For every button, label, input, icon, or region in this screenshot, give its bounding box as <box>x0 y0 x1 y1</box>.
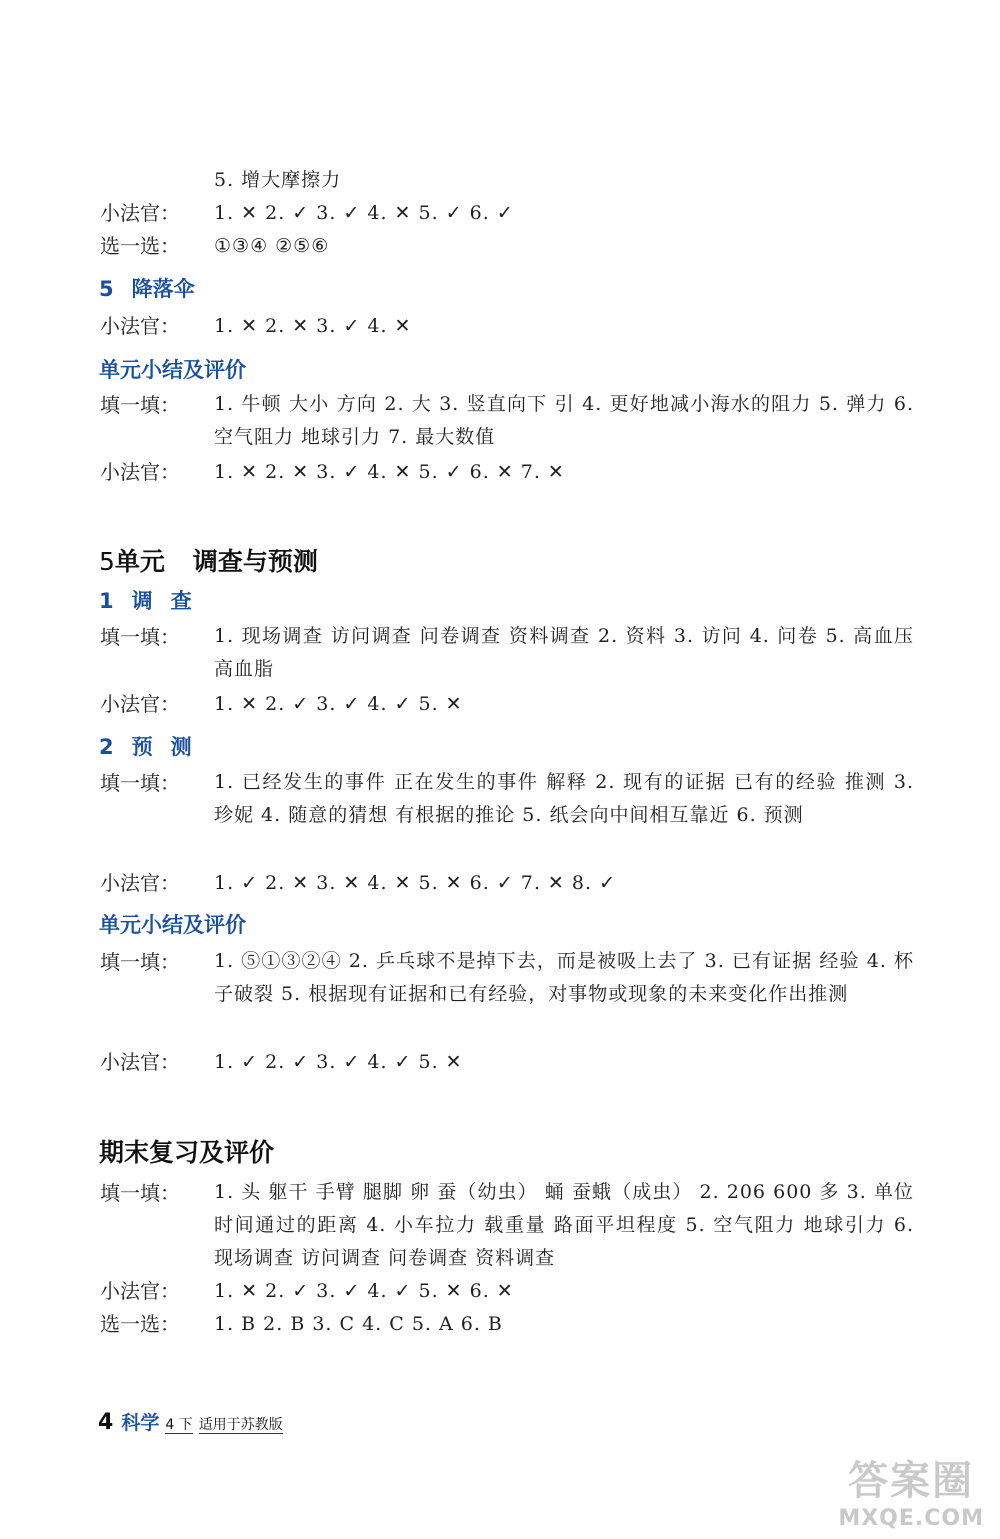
answer-item-friction: 5. 增大摩擦力 <box>214 169 342 191</box>
judge-label: 小法官： <box>100 871 180 895</box>
fill-label: 填一填： <box>100 950 180 974</box>
page-footer <box>98 1408 283 1435</box>
fill-label: 填一填： <box>100 1181 180 1205</box>
judge-answers: 1. ✓ 2. ✕ 3. ✕ 4. ✕ 5. ✕ 6. ✓ 7. ✕ 8. ✓ <box>214 872 616 894</box>
judge-label: 小法官： <box>100 1050 180 1074</box>
judge-label: 小法官： <box>100 460 180 484</box>
edition-label: 适用于苏教版 <box>198 1417 283 1433</box>
judge-answers: 1. ✕ 2. ✕ 3. ✓ 4. ✕ <box>214 315 412 337</box>
unit-summary-heading: 单元小结及评价 <box>99 913 246 937</box>
fill-answers: 1. 牛顿 大小 方向 2. 大 3. 竖直向下 引 4. 更好地减小海水的阻力 5. 弹力 6. 空气阻力 地球引力 7. 最大数值 <box>214 393 914 448</box>
lesson-title: 降落伞 <box>131 277 195 301</box>
lesson-heading-prediction <box>99 731 210 761</box>
unit-heading <box>99 542 318 578</box>
fill-answers: 1. 头 躯干 手臂 腿脚 卵 蚕（幼虫） 蛹 蚕蛾（成虫） 2. 206 600 多 3. 单位时间通过的距离 4. 小车拉力 载重量 路面平坦程度 5. 空气阻力 地球引力 6. 现场调查 访问调查 问卷调查 资料调查 <box>214 1181 914 1269</box>
lesson-heading-parachute <box>99 273 195 303</box>
choose-label: 选一选： <box>100 1312 180 1336</box>
unit-word: 单元 <box>114 547 165 576</box>
lesson-title: 预测 <box>131 735 210 759</box>
judge-label: 小法官： <box>100 201 180 225</box>
judge-answers: 1. ✕ 2. ✓ 3. ✓ 4. ✓ 5. ✕ <box>214 693 463 715</box>
unit-title: 调查与预测 <box>192 547 318 576</box>
grade-label: 4 下 <box>165 1417 193 1433</box>
watermark-url: MXQE.COM <box>838 1506 984 1531</box>
judge-answers: 1. ✓ 2. ✓ 3. ✓ 4. ✓ 5. ✕ <box>214 1051 463 1073</box>
lesson-number: 5 <box>99 277 114 301</box>
judge-answers: 1. ✕ 2. ✓ 3. ✓ 4. ✕ 5. ✓ 6. ✓ <box>214 202 514 224</box>
lesson-number: 2 <box>99 735 114 759</box>
lesson-heading-survey <box>99 585 210 615</box>
subject-name: 科学 <box>121 1412 160 1434</box>
fill-answers: 1. ⑤①③②④ 2. 乒乓球不是掉下去，而是被吸上去了 3. 已有证据 经验 4. 杯子破裂 5. 根据现有证据和已有经验，对事物或现象的未来变化作出推测 <box>214 950 914 1005</box>
choose-answers: 1. B 2. B 3. C 4. C 5. A 6. B <box>214 1313 503 1335</box>
fill-label: 填一填： <box>100 625 180 649</box>
judge-label: 小法官： <box>100 1279 180 1303</box>
unit-number: 5 <box>99 547 115 576</box>
lesson-title: 调查 <box>131 589 210 613</box>
fill-answers: 1. 现场调查 访问调查 问卷调查 资料调查 2. 资料 3. 访问 4. 问卷 5. 高血压 高血脂 <box>214 625 914 680</box>
lesson-number: 1 <box>99 589 114 613</box>
judge-label: 小法官： <box>100 692 180 716</box>
watermark-logo <box>838 1449 984 1531</box>
choose-answers: ①③④ ②⑤⑥ <box>214 235 330 257</box>
page-number: 4 <box>98 1410 114 1435</box>
fill-label: 填一填： <box>100 393 180 417</box>
fill-answers: 1. 已经发生的事件 正在发生的事件 解释 2. 现有的证据 已有的经验 推测 3. 珍妮 4. 随意的猜想 有根据的推论 5. 纸会向中间相互靠近 6. 预测 <box>214 771 914 826</box>
unit-summary-heading: 单元小结及评价 <box>99 358 246 382</box>
fill-label: 填一填： <box>100 771 180 795</box>
choose-label: 选一选： <box>100 234 180 258</box>
judge-answers: 1. ✕ 2. ✕ 3. ✓ 4. ✕ 5. ✓ 6. ✕ 7. ✕ <box>214 461 565 483</box>
judge-answers: 1. ✕ 2. ✓ 3. ✓ 4. ✓ 5. ✕ 6. ✕ <box>214 1280 514 1302</box>
watermark-text: 答案圈 <box>848 1458 975 1504</box>
judge-label: 小法官： <box>100 314 180 338</box>
final-review-heading: 期末复习及评价 <box>99 1138 275 1167</box>
